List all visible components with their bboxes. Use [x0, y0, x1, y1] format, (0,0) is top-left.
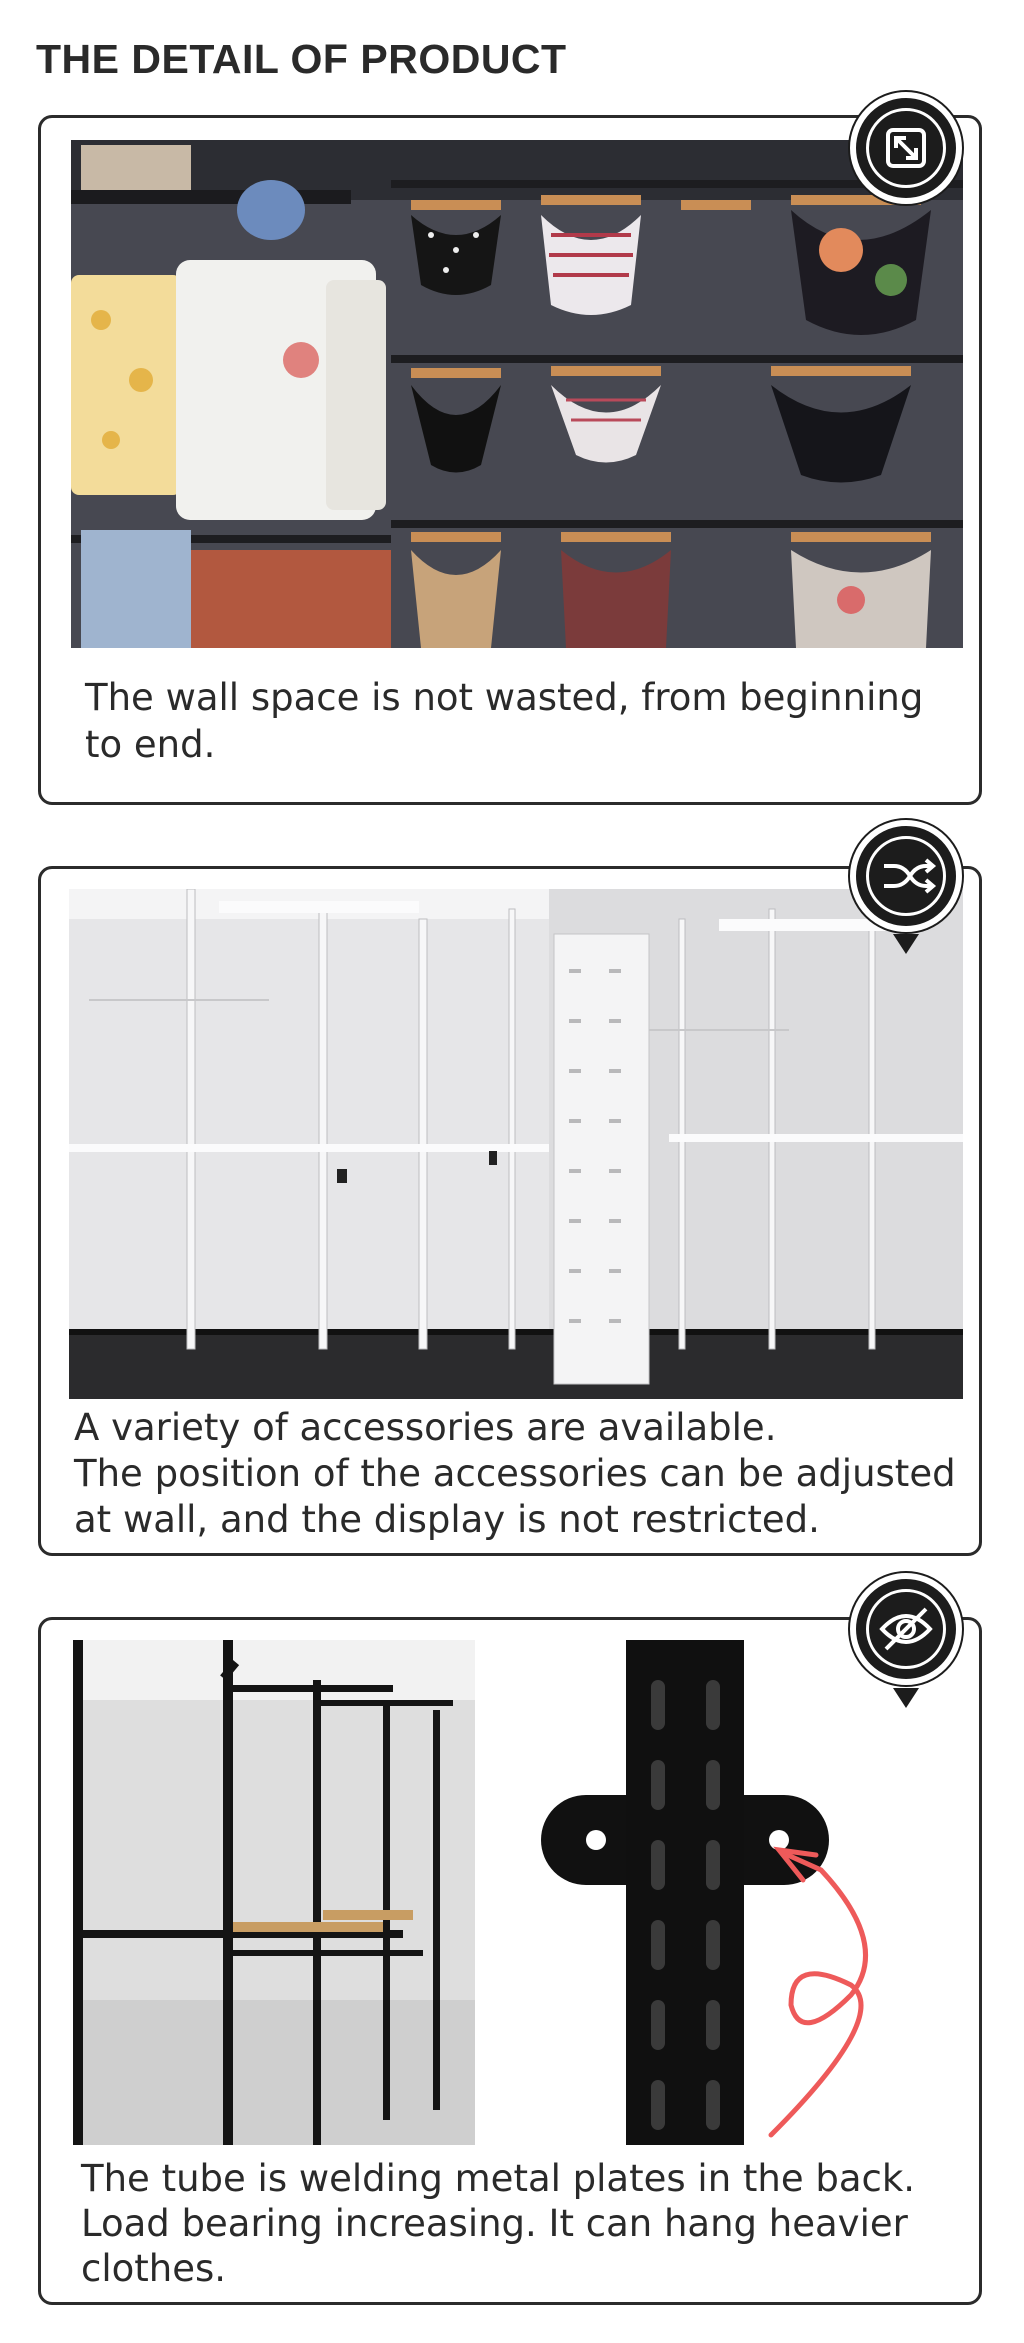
shuffle-icon-badge [850, 820, 962, 932]
white-wall-system-photo [69, 889, 963, 1399]
shuffle-icon [856, 826, 956, 926]
badge-pointer [893, 1688, 919, 1708]
black-frame-system-photo [73, 1640, 475, 2145]
badge-pointer [893, 934, 919, 954]
bracket-closeup-photo [521, 1640, 961, 2145]
detail-card-accessories [38, 866, 982, 1556]
section-caption: The wall space is not wasted, from beginning to end. [85, 676, 924, 766]
eye-off-icon [856, 1579, 956, 1679]
expand-icon [856, 98, 956, 198]
detail-card-wall-space [38, 115, 982, 805]
section-caption: A variety of accessories are available. The position of the accessories can be adjusted at wall, and the display is not restricted. [74, 1406, 956, 1541]
section-caption: The tube is welding metal plates in the back. Load bearing increasing. It can hang heavier clothes. [81, 2157, 916, 2290]
eye-off-icon-badge [850, 1573, 962, 1685]
page-title: THE DETAIL OF PRODUCT [36, 36, 567, 82]
swimwear-wall-display-photo [71, 140, 963, 648]
expand-icon-badge [850, 92, 962, 204]
detail-card-welding [38, 1617, 982, 2305]
